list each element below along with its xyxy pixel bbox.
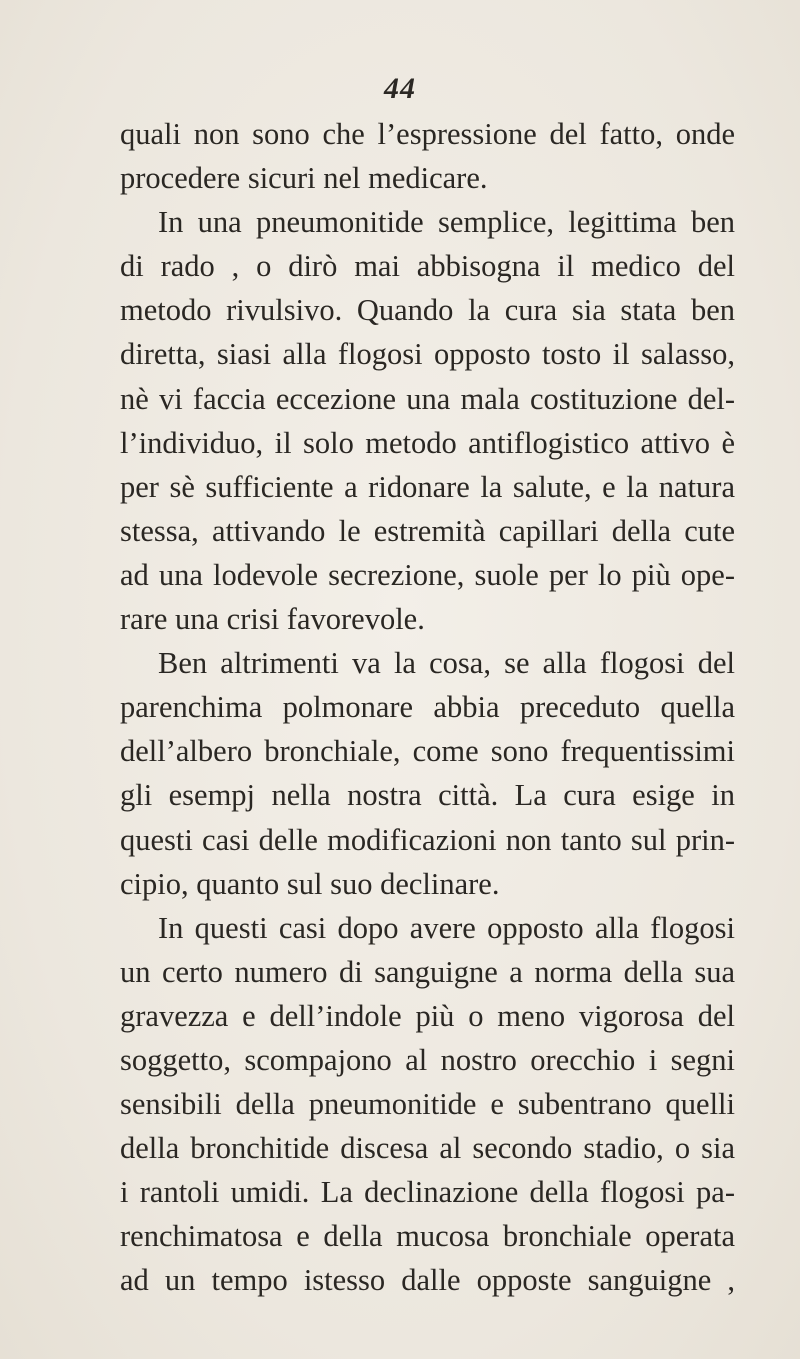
text-line: un certo numero di sanguigne a norma della sua — [120, 954, 735, 989]
text-line: Ben altrimenti va la cosa, se alla flogosi del — [158, 646, 735, 681]
text-line: di rado , o dirò mai abbisogna il medico del — [120, 249, 735, 284]
text-line: per sè sufficiente a ridonare la salute, e la natura — [120, 469, 735, 504]
text-line: stessa, attivando le estremità capillari della cute — [120, 513, 735, 548]
text-line: diretta, siasi alla flogosi opposto tosto il salasso, — [120, 337, 735, 372]
text-line: i rantoli umidi. La declinazione della flogosi pa- — [120, 1175, 735, 1210]
text-line: cipio, quanto sul suo declinare. — [120, 866, 500, 901]
text-line: In questi casi dopo avere opposto alla flogosi — [158, 910, 735, 945]
text-line: procedere sicuri nel medicare. — [120, 161, 488, 196]
text-line: In una pneumonitide semplice, legittima ben — [158, 205, 735, 240]
text-line: nè vi faccia eccezione una mala costituzione del- — [120, 381, 735, 416]
text-line: soggetto, scompajono al nostro orecchio i segni — [120, 1042, 735, 1077]
text-line: sensibili della pneumonitide e subentrano quelli — [120, 1087, 735, 1122]
text-line: della bronchitide discesa al secondo stadio, o sia — [120, 1131, 735, 1166]
text-line: parenchima polmonare abbia preceduto quella — [120, 690, 735, 725]
text-line: renchimatosa e della mucosa bronchiale operata — [120, 1219, 735, 1254]
text-line: gli esempj nella nostra città. La cura esige in — [120, 778, 735, 813]
text-line: quali non sono che l’espressione del fatto, onde — [120, 117, 735, 151]
text-line: dell’albero bronchiale, come sono frequentissimi — [120, 734, 735, 769]
text-line: l’individuo, il solo metodo antiflogistico attivo è — [120, 425, 735, 460]
text-line: ad una lodevole secrezione, suole per lo più ope- — [120, 557, 735, 592]
text-line: rare una crisi favorevole. — [120, 602, 425, 637]
text-line: questi casi delle modificazioni non tanto sul prin- — [120, 822, 735, 857]
text-line: metodo rivulsivo. Quando la cura sia stata ben — [120, 293, 735, 328]
text-line: gravezza e dell’indole più o meno vigorosa del — [120, 998, 735, 1033]
page-number: 44 — [384, 72, 416, 105]
text-line: ad un tempo istesso dalle opposte sanguigne , — [120, 1263, 735, 1298]
body-text — [120, 112, 735, 1303]
